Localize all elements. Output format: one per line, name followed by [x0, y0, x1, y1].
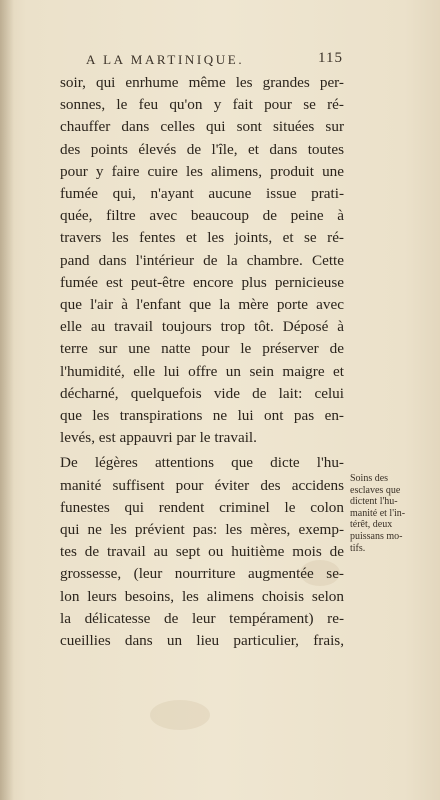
- text-line: travers les fentes et les joints, et se ré-: [60, 229, 344, 247]
- marginal-note-line: manité et l'in-: [350, 507, 406, 519]
- marginal-note-line: dictent l'hu-: [350, 496, 398, 508]
- text-line: quée, filtre avec beaucoup de peine à: [60, 207, 344, 225]
- text-line: sonnes, le feu qu'on y fait pour se ré-: [60, 96, 344, 114]
- text-line: pand dans l'intérieur de la chambre. Cette: [60, 251, 344, 269]
- marginal-note-line: esclaves que: [350, 484, 401, 496]
- text-line: chauffer dans celles qui sont situées sur: [60, 118, 344, 136]
- marginal-note-line: puissans mo-: [350, 530, 403, 542]
- text-line: elle au travail toujours trop tôt. Déposé à: [60, 318, 344, 336]
- body-text: [60, 72, 344, 652]
- text-line: manité suffisent pour éviter des accidens: [60, 476, 344, 494]
- marginal-note: [350, 473, 424, 554]
- text-line: qui ne les prévient pas: les mères, exemp-: [60, 521, 344, 539]
- marginal-note-line: Soins des: [350, 473, 389, 484]
- text-line: lon leurs besoins, les alimens choisis selon: [60, 587, 344, 605]
- marginal-note-line: térêt, deux: [350, 519, 393, 531]
- text-line: tes de travail au sept ou huitième mois de: [60, 543, 344, 561]
- text-line: fumée est peut-être encore plus pernicieuse: [60, 273, 344, 291]
- text-line: grossesse, (leur nourriture augmentée se-: [60, 565, 344, 583]
- text-line: des points élevés de l'île, et dans toutes: [60, 140, 344, 158]
- text-line: la délicatesse de leur tempérament) re-: [60, 609, 344, 627]
- running-title: A LA MARTINIQUE.: [86, 52, 245, 67]
- text-line: funestes qui rendent criminel le colon: [60, 498, 344, 516]
- gutter-shadow: [0, 0, 14, 800]
- text-line: fumée qui, n'ayant aucune issue prati-: [60, 185, 344, 203]
- text-line: pour y faire cuire les alimens, produit une: [60, 162, 344, 180]
- marginal-note-line: tifs.: [350, 542, 366, 554]
- page-number: 115: [318, 50, 343, 66]
- text-line: l'humidité, elle lui offre un sein maigre et: [60, 362, 344, 380]
- text-line: terre sur une natte pour le préserver de: [60, 340, 344, 358]
- text-line: décharné, quelquefois vide de lait: celui: [60, 384, 344, 402]
- paper-stain: [150, 700, 210, 730]
- text-line: levés, est appauvri par le travail.: [60, 429, 257, 447]
- text-line: cueillies dans un lieu particulier, frais,: [60, 632, 344, 650]
- text-line: soir, qui enrhume même les grandes per-: [60, 74, 344, 91]
- text-line: que les transpirations ne lui ont pas en-: [60, 407, 344, 425]
- text-line: De légères attentions que dicte l'hu-: [60, 454, 344, 472]
- text-line: que l'air à l'enfant que la mère porte avec: [60, 296, 344, 314]
